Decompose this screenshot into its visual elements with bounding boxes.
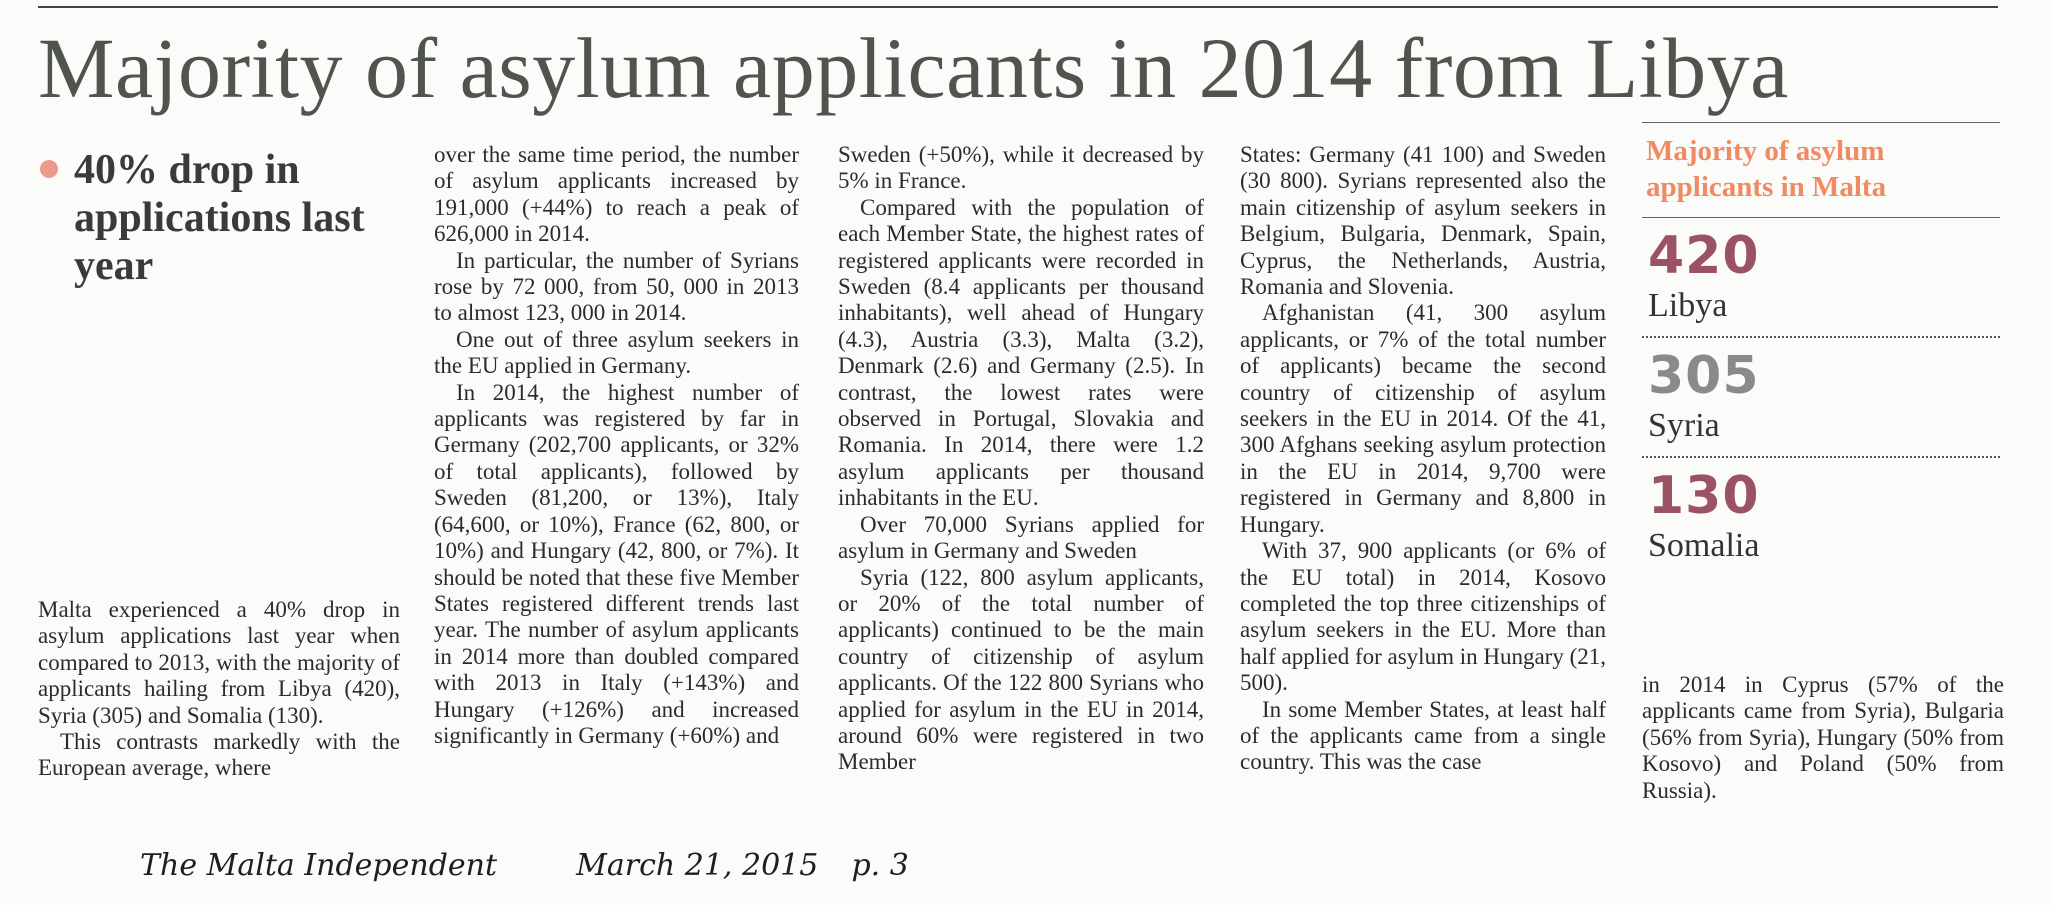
paragraph: In 2014, the highest number of applicants was registered by far in Germany (202,700 applicants, or 32% of total applicants), followed by Sweden (81,200, or 13%), Italy (64,600, or 10%), France (62, 800, or 10%) and Hungary (42, 800, or 7%). It should be noted that these five Member States registered different trends last year. The number of asylum applicants in 2014 more than doubled compared with 2013 in Italy (+143%) and Hungary (+126%) and increased significantly in Germany (+60%) and	[434, 379, 799, 748]
paragraph: This contrasts markedly with the European average, where	[38, 729, 400, 781]
stat-libya	[1642, 218, 2000, 336]
stat-country: Syria	[1648, 407, 1720, 444]
subheading-text: 40% drop in applications last year	[74, 147, 365, 289]
article-column-2	[434, 142, 799, 749]
paragraph: States: Germany (41 100) and Sweden (30 800). Syrians represented also the main citizenship of asylum seekers in Belgium, Bulgaria, Denmark, Spain, Cyprus, the Netherlands, Austria, Romania and Slovenia.	[1240, 142, 1606, 300]
stat-value: 130	[1648, 466, 1760, 526]
stat-country: Somalia	[1648, 527, 1760, 564]
paragraph: One out of three asylum seekers in the EU applied in Germany.	[434, 326, 799, 379]
stat-value: 305	[1648, 346, 1760, 406]
article-column-5	[1642, 672, 2004, 804]
sidebar-rule	[1642, 122, 2000, 123]
source-page: p. 3	[851, 848, 909, 883]
paragraph: Compared with the population of each Member State, the highest rates of registered applicants were recorded in Sweden (8.4 applicants per thousand inhabitants), well ahead of Hungary (4.3), Austria (3.3), Malta (3.2), Denmark (2.6) and Germany (2.5). In contrast, the lowest rates were observed in Portugal, Slovakia and Romania. In 2014, there were 1.2 asylum applicants per thousand inhabitants in the EU.	[838, 194, 1204, 511]
source-date: March 21, 2015	[576, 848, 819, 883]
paragraph: Malta experienced a 40% drop in asylum applications last year when compared to 2013, with the majority of applicants hailing from Libya (420), Syria (305) and Somalia (130).	[38, 597, 400, 728]
headline: Majority of asylum applicants in 2014 from Libya	[38, 20, 1789, 116]
sidebar-title: Majority of asylum applicants in Malta	[1646, 135, 1887, 203]
paragraph: Over 70,000 Syrians applied for asylum in Germany and Sweden	[838, 511, 1204, 564]
handwritten-source-note	[140, 848, 940, 883]
paragraph: In particular, the number of Syrians rose by 72 000, from 50, 000 in 2013 to almost 123, 000 in 2014.	[434, 247, 799, 326]
top-rule	[38, 6, 1998, 8]
paragraph: Sweden (+50%), while it decreased by 5% in France.	[838, 142, 1204, 194]
paragraph: in 2014 in Cyprus (57% of the applicants came from Syria), Bulgaria (56% from Syria), Hungary (50% from Kosovo) and Poland (50% from Russia).	[1642, 672, 2004, 803]
paragraph: With 37, 900 applicants (or 6% of the EU total) in 2014, Kosovo completed the top three citizenships of asylum seekers in the EU. More than half applied for asylum in Hungary (21, 500).	[1240, 538, 1606, 696]
source-publication: The Malta Independent	[140, 848, 498, 883]
stat-syria	[1642, 338, 2000, 456]
article-column-1	[38, 597, 400, 782]
article-column-4	[1240, 142, 1606, 776]
article-column-3	[838, 142, 1204, 776]
stat-somalia	[1642, 458, 2000, 576]
stats-sidebar	[1642, 122, 2000, 576]
subheading	[40, 146, 370, 290]
paragraph: over the same time period, the number of asylum applicants increased by 191,000 (+44%) to reach a peak of 626,000 in 2014.	[434, 142, 799, 247]
paragraph: Afghanistan (41, 300 asylum applicants, or 7% of the total number of applicants) became the second country of citizenship of asylum seekers in the EU in 2014. Of the 41, 300 Afghans seeking asylum protection in the EU in 2014, 9,700 were registered in Germany and 8,800 in Hungary.	[1240, 300, 1606, 537]
paragraph: In some Member States, at least half of the applicants came from a single country. This was the case	[1240, 696, 1606, 775]
stat-value: 420	[1648, 226, 1760, 286]
paragraph: Syria (122, 800 asylum applicants, or 20% of the total number of applicants) continued to be the main country of citizenship of asylum applicants. Of the 122 800 Syrians who applied for asylum in the EU in 2014, around 60% were registered in two Member	[838, 564, 1204, 775]
bullet-dot-icon	[40, 160, 58, 178]
stat-country: Libya	[1648, 287, 1728, 324]
